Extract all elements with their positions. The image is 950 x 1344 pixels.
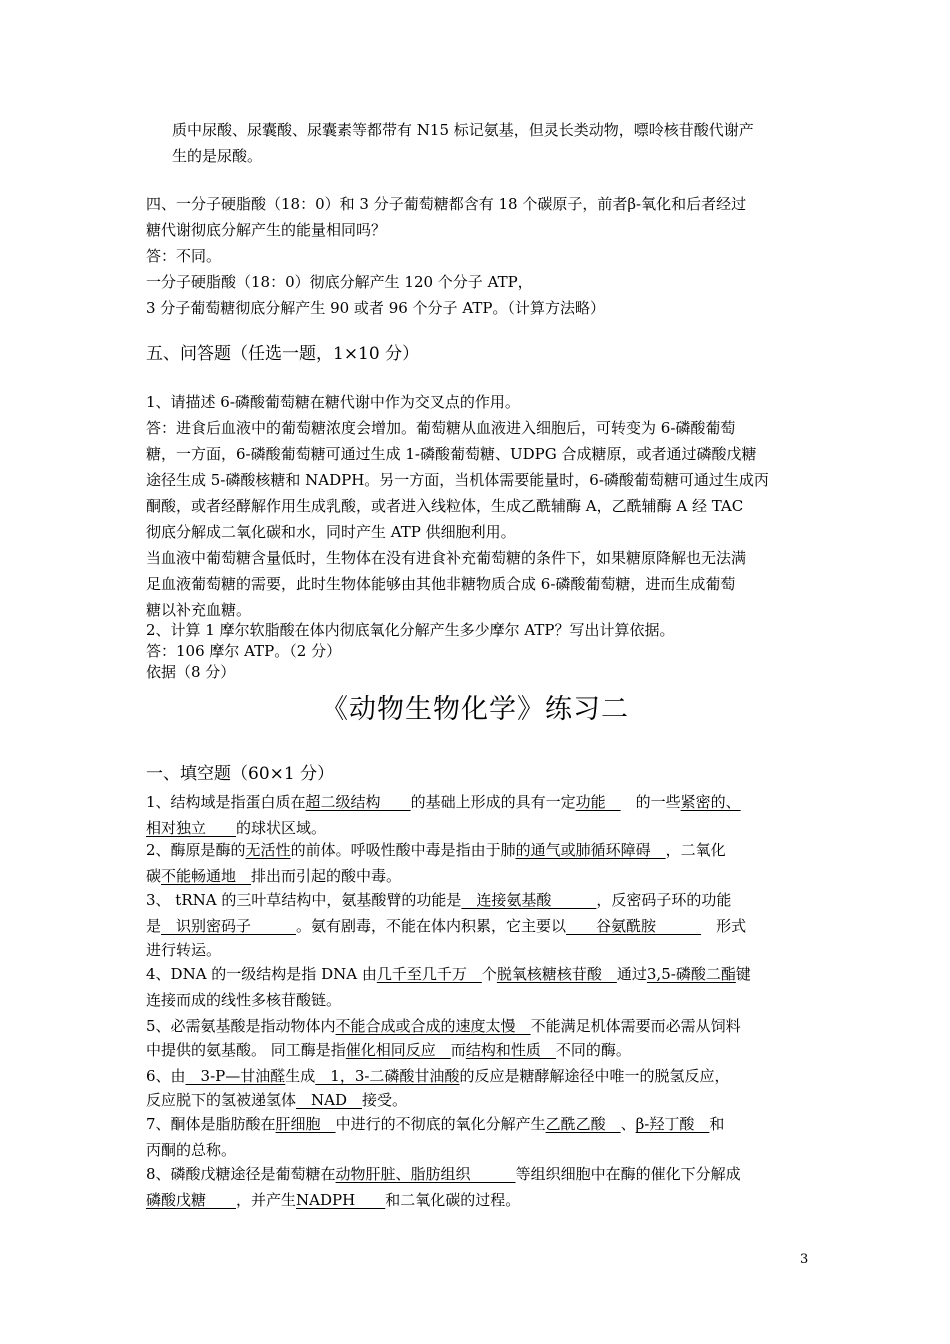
- section1-heading: 一、填空题（60×1 分）: [146, 764, 335, 784]
- answer-blank: NADPH: [296, 1191, 386, 1209]
- question-text: 进行转运。: [146, 941, 222, 959]
- answer-blank: 谷氨酰胺: [566, 917, 702, 935]
- question-text: 、: [620, 1115, 636, 1133]
- answer-blank: 脱氧核糖核苷酸: [496, 965, 617, 983]
- s5-line: 糖，一方面，6-磷酸葡萄糖可通过生成 1-磷酸葡萄糖、UDPG 合成糖原，或者通过磷酸戊糖: [146, 445, 757, 463]
- question-text: 8、磷酸戊糖途径是葡萄糖在: [146, 1165, 336, 1183]
- question-text: 形式: [701, 917, 747, 935]
- question-text: 排出而引起的酸中毒。: [251, 867, 402, 885]
- question-text: 6、由: [146, 1067, 186, 1085]
- question-text: 碳: [146, 867, 162, 885]
- s5-line: 足血液葡萄糖的需要，此时生物体能够由其他非糖物质合成 6-磷酸葡萄糖，进而生成葡萄: [146, 575, 736, 593]
- page-number: 3: [800, 1252, 809, 1267]
- q4-line: 四、一分子硬脂酸（18：0）和 3 分子葡萄糖都含有 18 个碳原子，前者β-氧化和后者经过: [146, 195, 747, 213]
- answer-blank: 相对独立: [146, 819, 237, 837]
- question-text: ，并产生: [236, 1191, 297, 1209]
- answer-blank: 3,5-磷酸二酯: [646, 965, 736, 983]
- fill-in-line: [146, 1164, 811, 1184]
- q4-line: 糖代谢彻底分解产生的能量相同吗？: [146, 221, 387, 239]
- s5-line: 2、计算 1 摩尔软脂酸在体内彻底氧化分解产生多少摩尔 ATP？写出计算依据。: [146, 621, 675, 639]
- exercise-title: 《动物生物化学》练习二: [321, 694, 629, 725]
- fill-in-line: [146, 940, 811, 960]
- question-text: 的基础上形成的具有一定: [410, 793, 576, 811]
- fill-in-line: [146, 990, 811, 1010]
- s5-line: 糖以补充血糖。: [146, 601, 252, 619]
- answer-blank: 乙酰乙酸: [545, 1115, 621, 1133]
- question-text: 中进行的不彻底的氧化分解产生: [335, 1115, 546, 1133]
- answer-blank: 紧密的、: [680, 793, 741, 811]
- question-text: 中提供的氨基酸。 同工酶是指: [146, 1041, 346, 1059]
- s5-line: 当血液中葡萄糖含量低时，生物体在没有进食补充葡萄糖的条件下，如果糖原降解也无法满: [146, 549, 747, 567]
- question-text: 连接而成的线性多核苷酸链。: [146, 991, 342, 1009]
- answer-blank: 结构和性质: [465, 1041, 556, 1059]
- answer-blank: 无活性: [245, 841, 291, 859]
- answer-blank: 不能合成或合成的速度太慢: [335, 1017, 531, 1035]
- question-text: 不能满足机体需要而必需从饲料: [530, 1017, 741, 1035]
- answer-blank: 识别密码子: [161, 917, 297, 935]
- answer-blank: 超二级结构: [305, 793, 411, 811]
- s5-line: 途径生成 5-磷酸核糖和 NADPH。另一方面，当机体需要能量时，6-磷酸葡萄糖可通过生成丙: [146, 471, 769, 489]
- q4-answer: 答：不同。: [146, 247, 222, 265]
- question-text: 和: [709, 1115, 725, 1133]
- fill-in-line: [146, 1066, 811, 1086]
- answer-blank: 的通气或肺循环障碍: [515, 841, 666, 859]
- fill-in-line: [146, 1140, 811, 1160]
- question-text: 个: [481, 965, 497, 983]
- fill-in-line: [146, 1114, 811, 1134]
- question-text: 而: [450, 1041, 466, 1059]
- fill-in-line: [146, 866, 811, 886]
- question-text: 等组织细胞中在酶的催化下分解成: [515, 1165, 741, 1183]
- question-text: ，反密码子环的功能: [596, 891, 732, 909]
- answer-blank: β-羟丁酸: [635, 1115, 710, 1133]
- question-text: 接受。: [362, 1091, 408, 1109]
- question-text: 1、结构域是指蛋白质在: [146, 793, 306, 811]
- question-text: 丙酮的总称。: [146, 1141, 237, 1159]
- answer-blank: 肝细胞: [275, 1115, 336, 1133]
- question-text: 通过: [616, 965, 647, 983]
- question-text: 的球状区域。: [236, 819, 327, 837]
- question-text: 生成: [285, 1067, 316, 1085]
- question-text: ，二氧化: [665, 841, 726, 859]
- fill-in-line: [146, 964, 811, 984]
- question-text: 键: [735, 965, 751, 983]
- fill-in-line: [146, 840, 811, 860]
- question-text: 的一些: [620, 793, 681, 811]
- fill-in-line: [146, 916, 811, 936]
- answer-blank: 功能: [575, 793, 621, 811]
- fill-in-line: [146, 1016, 811, 1036]
- s5-line: 酮酸，或者经酵解作用生成乳酸，或者进入线粒体，生成乙酰辅酶 A，乙酰辅酶 A 经 TAC: [146, 497, 744, 515]
- question-text: 7、酮体是脂肪酸在: [146, 1115, 276, 1133]
- question-text: 和二氧化碳的过程。: [385, 1191, 521, 1209]
- question-text: 反应脱下的氢被递氢体: [146, 1091, 297, 1109]
- answer-blank: 几千至几千万: [376, 965, 482, 983]
- answer-blank: 磷酸戊糖: [146, 1191, 237, 1209]
- question-text: 3、 tRNA 的三叶草结构中，氨基酸臂的功能是: [146, 891, 462, 909]
- fill-in-line: [146, 1040, 811, 1060]
- q4-line: 3 分子葡萄糖彻底分解产生 90 或者 96 个分子 ATP。（计算方法略）: [146, 299, 605, 317]
- fill-in-line: [146, 1190, 811, 1210]
- intro-line-1: 质中尿酸、尿囊酸、尿囊素等都带有 N15 标记氨基，但灵长类动物，嘌呤核苷酸代谢产: [172, 121, 754, 139]
- answer-blank: 不能畅通地: [161, 867, 252, 885]
- fill-in-line: [146, 818, 811, 838]
- question-text: 的反应是糖酵解途径中唯一的脱氢反应，: [459, 1067, 730, 1085]
- question-text: 。氨有剧毒，不能在体内积累，它主要以: [296, 917, 567, 935]
- answer-blank: 1，3-二磷酸甘油酸: [315, 1067, 460, 1085]
- question-text: 是: [146, 917, 162, 935]
- q4-line: 一分子硬脂酸（18：0）彻底分解产生 120 个分子 ATP，: [146, 273, 533, 291]
- answer-blank: 3-P—甘油醛: [185, 1067, 286, 1085]
- question-text: 4、DNA 的一级结构是指 DNA 由: [146, 965, 377, 983]
- question-text: 5、必需氨基酸是指动物体内: [146, 1017, 336, 1035]
- answer-blank: 连接氨基酸: [461, 891, 597, 909]
- intro-line-2: 生的是尿酸。: [172, 147, 263, 165]
- question-text: 不同的酶。: [555, 1041, 631, 1059]
- s5-line: 答：进食后血液中的葡萄糖浓度会增加。葡萄糖从血液进入细胞后，可转变为 6-磷酸葡萄: [146, 419, 736, 437]
- answer-blank: 动物肝脏、脂肪组织: [335, 1165, 516, 1183]
- fill-in-line: [146, 890, 811, 910]
- s5-line: 依据（8 分）: [146, 663, 236, 681]
- question-text: 2、酶原是酶的: [146, 841, 246, 859]
- question-text: 的前体。呼吸性酸中毒是指由于肺: [290, 841, 516, 859]
- fill-in-line: [146, 792, 811, 812]
- s5-line: 彻底分解成二氧化碳和水，同时产生 ATP 供细胞利用。: [146, 523, 516, 541]
- s5-line: 1、请描述 6-磷酸葡萄糖在糖代谢中作为交叉点的作用。: [146, 393, 520, 411]
- s5-line: 答：106 摩尔 ATP。（2 分）: [146, 642, 342, 660]
- answer-blank: NAD: [296, 1091, 362, 1109]
- answer-blank: 催化相同反应: [345, 1041, 451, 1059]
- section5-heading: 五、问答题（任选一题，1×10 分）: [146, 344, 420, 364]
- fill-in-line: [146, 1090, 811, 1110]
